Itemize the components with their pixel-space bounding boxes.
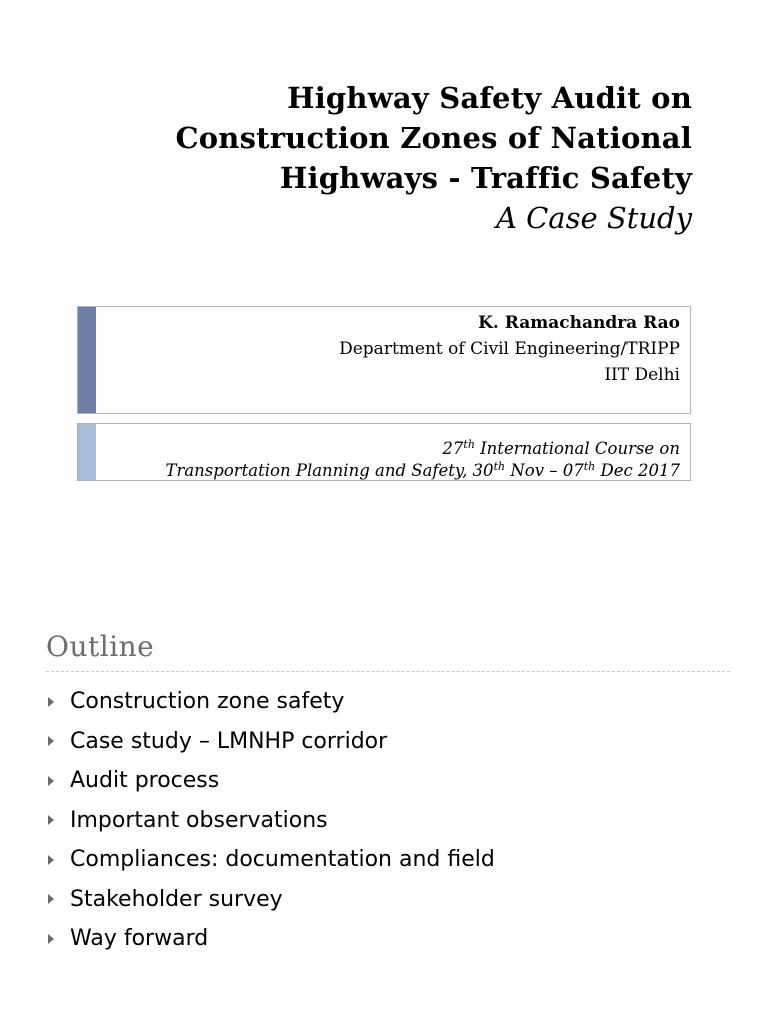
list-item — [46, 722, 495, 762]
slide-title-line-3: Highways - Traffic Safety — [279, 161, 692, 195]
author-name: K. Ramachandra Rao — [478, 313, 680, 333]
list-item-text: Important observations — [70, 807, 328, 833]
list-item — [46, 880, 495, 920]
list-item — [46, 801, 495, 841]
triangle-right-icon — [48, 855, 54, 865]
triangle-right-icon — [48, 776, 54, 786]
author-box — [77, 306, 691, 414]
triangle-right-icon — [48, 736, 54, 746]
course-edition-suffix: th — [463, 438, 475, 451]
course-start-suffix: th — [493, 460, 506, 473]
course-edition-number: 27 — [442, 439, 464, 458]
course-line-1 — [165, 438, 680, 460]
course-topic-start: Transportation Planning and Safety, 30 — [165, 461, 494, 480]
list-item — [46, 919, 495, 959]
course-end-suffix: th — [583, 460, 596, 473]
institute-name: IIT Delhi — [604, 365, 680, 385]
list-item-text: Case study – LMNHP corridor — [70, 728, 388, 754]
author-info — [339, 310, 680, 388]
triangle-right-icon — [48, 934, 54, 944]
course-date-end: Dec 2017 — [595, 461, 680, 480]
author-box-accent-bar — [78, 307, 96, 413]
title-block — [72, 78, 692, 238]
course-date-mid: Nov – 07 — [505, 461, 584, 480]
list-item-text: Way forward — [70, 926, 209, 952]
heading-divider — [46, 671, 730, 672]
list-item-text: Compliances: documentation and field — [70, 847, 495, 873]
list-item-text: Audit process — [70, 768, 220, 794]
outline-list — [46, 682, 495, 959]
outline-slide — [0, 600, 768, 1024]
triangle-right-icon — [48, 697, 54, 707]
course-line-2 — [165, 460, 680, 482]
list-item-text: Construction zone safety — [70, 689, 345, 715]
list-item — [46, 840, 495, 880]
slide-title-line-1: Highway Safety Audit on — [287, 81, 692, 115]
outline-heading: Outline — [46, 630, 155, 663]
course-box — [77, 423, 691, 481]
triangle-right-icon — [48, 815, 54, 825]
department-name: Department of Civil Engineering/TRIPP — [339, 339, 680, 359]
list-item — [46, 761, 495, 801]
course-info — [165, 438, 680, 482]
triangle-right-icon — [48, 894, 54, 904]
course-name: International Course on — [474, 439, 680, 458]
list-item — [46, 682, 495, 722]
course-box-accent-bar — [78, 424, 96, 480]
slide-title-line-2: Construction Zones of National — [175, 121, 692, 155]
slide-subtitle: A Case Study — [495, 201, 692, 235]
list-item-text: Stakeholder survey — [70, 886, 283, 912]
